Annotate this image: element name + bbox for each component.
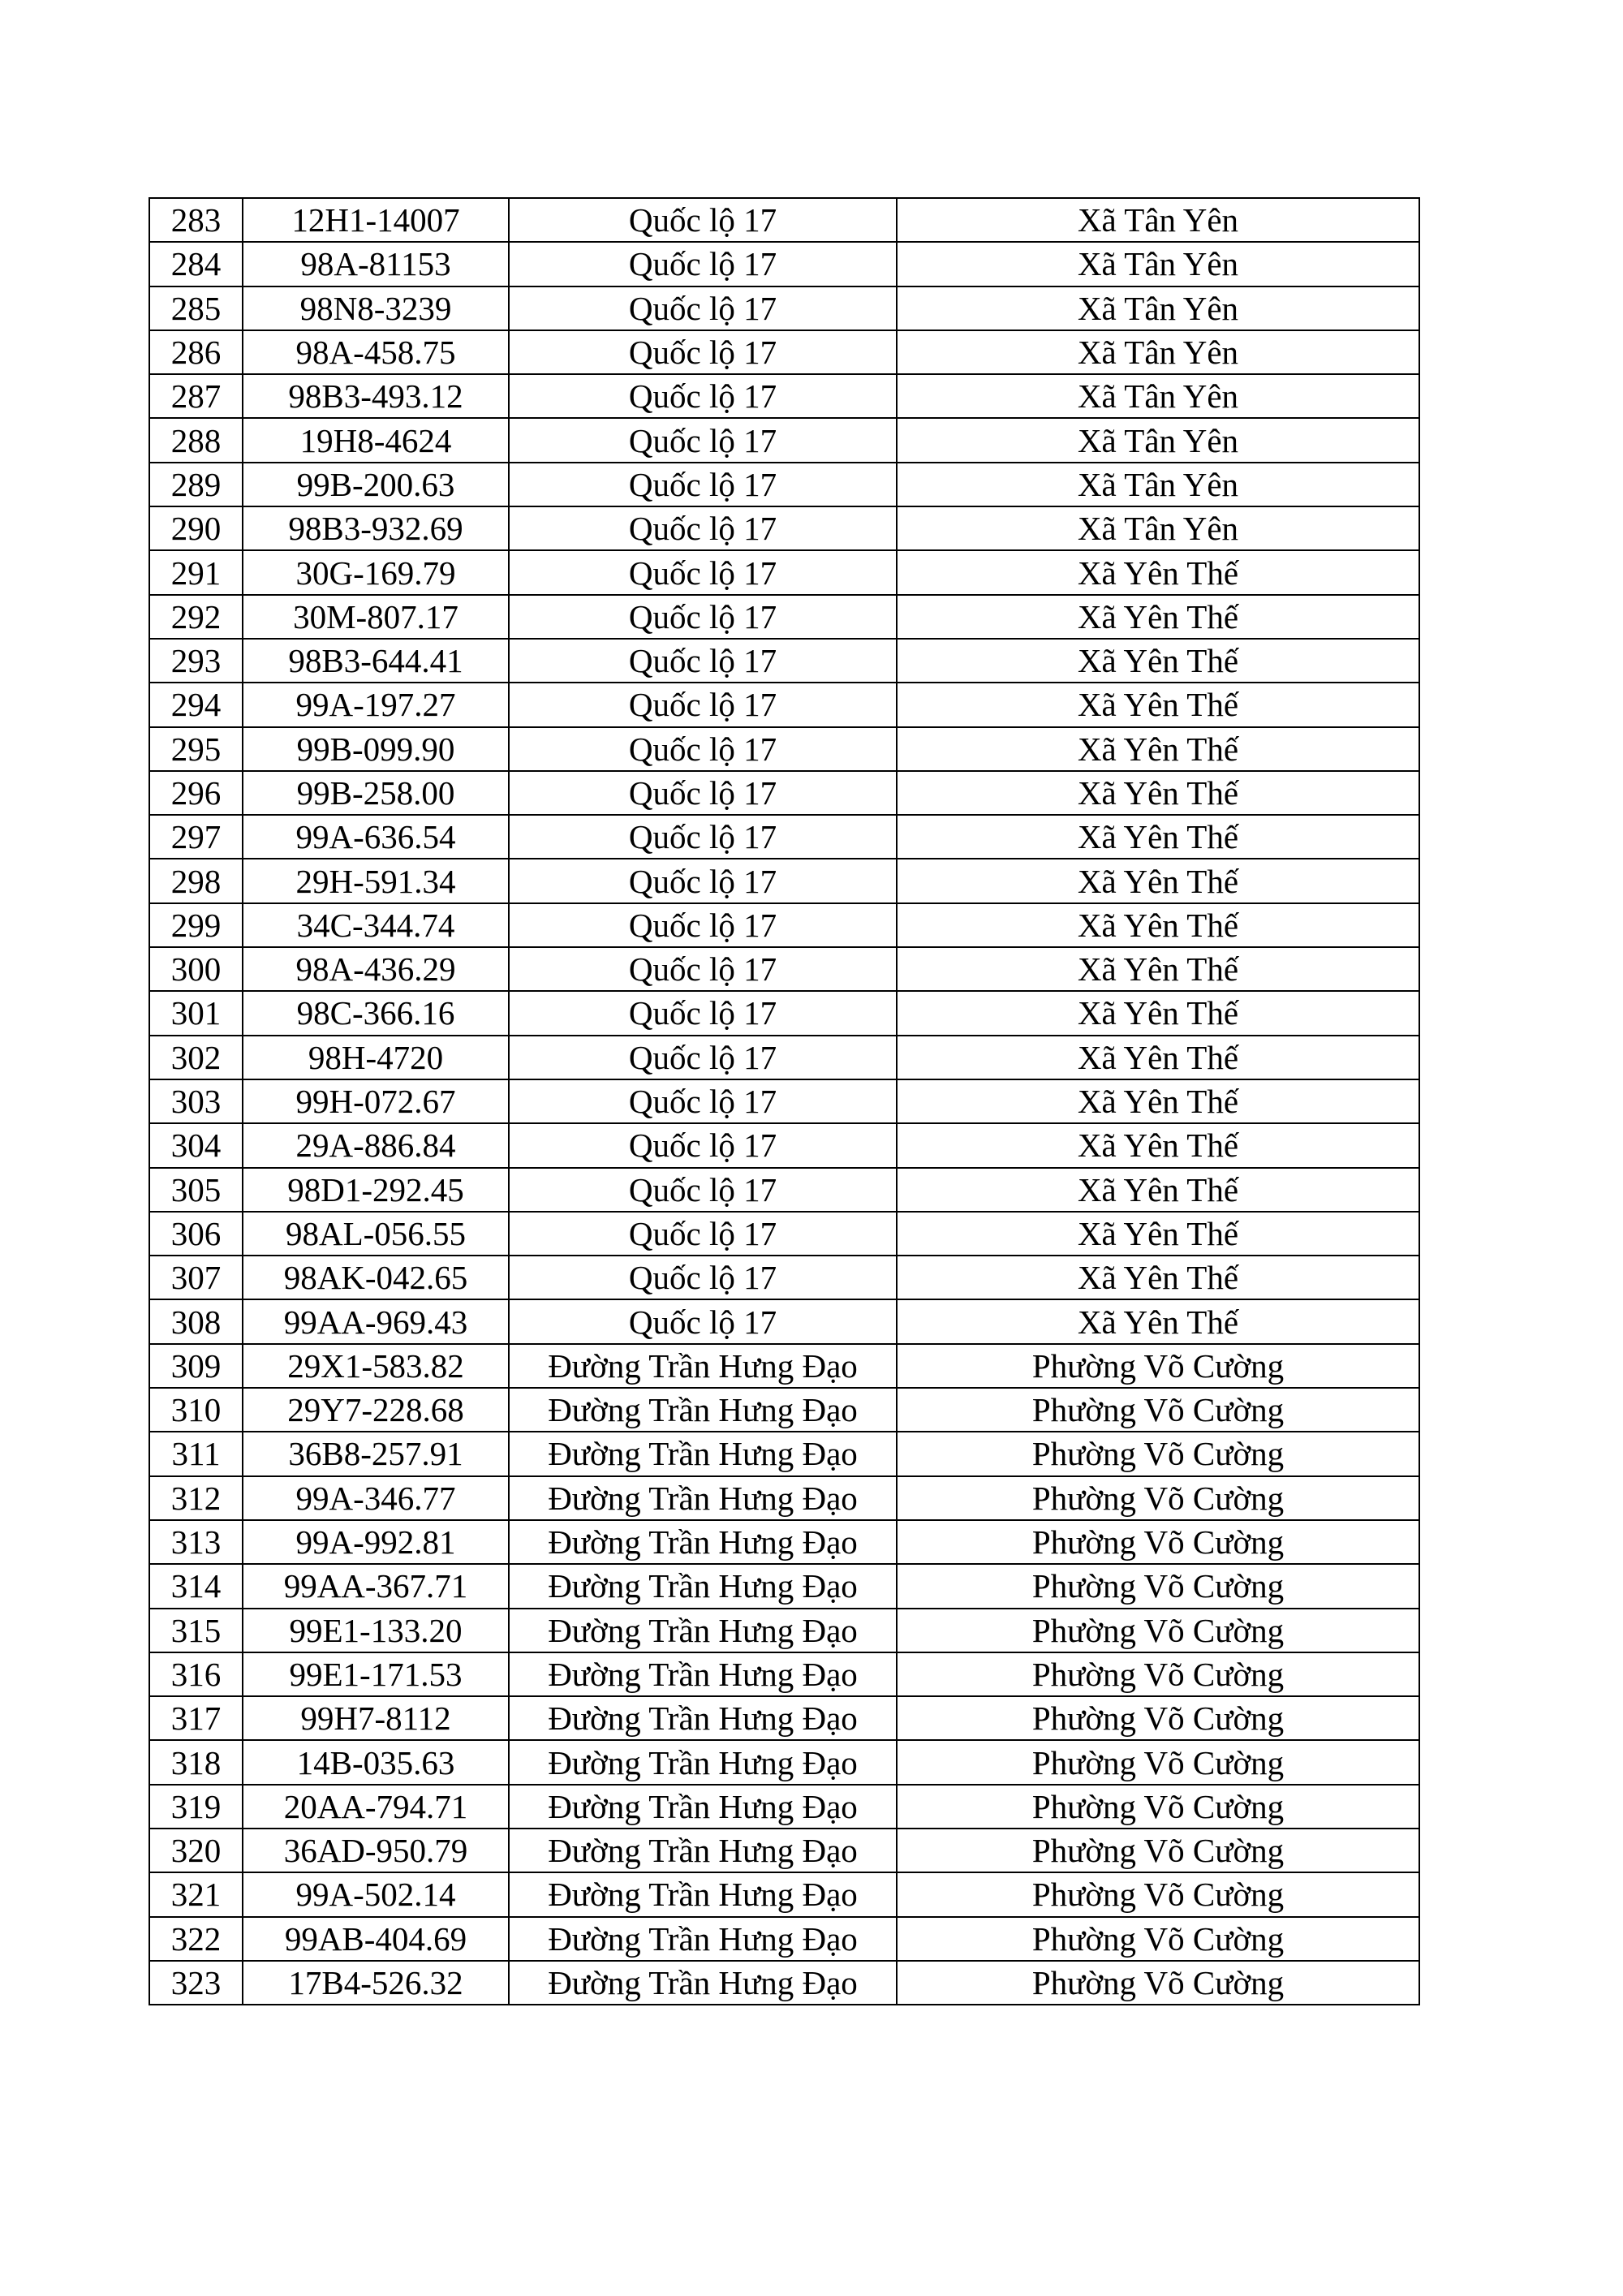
table-row [149, 1872, 1419, 1916]
ward-name-cell: Xã Yên Thế [897, 1079, 1419, 1123]
license-plate-cell: 98A-458.75 [243, 330, 509, 374]
ward-name-cell: Xã Tân Yên [897, 506, 1419, 550]
ward-name-cell: Phường Võ Cường [897, 1696, 1419, 1740]
row-number-cell: 296 [149, 771, 243, 815]
table-body [149, 198, 1419, 2005]
road-name-cell: Đường Trần Hưng Đạo [509, 1785, 897, 1829]
table-row [149, 1123, 1419, 1167]
road-name-cell: Quốc lộ 17 [509, 727, 897, 771]
ward-name-cell: Xã Yên Thế [897, 771, 1419, 815]
ward-name-cell: Xã Tân Yên [897, 463, 1419, 506]
road-name-cell: Quốc lộ 17 [509, 639, 897, 683]
row-number-cell: 295 [149, 727, 243, 771]
ward-name-cell: Xã Tân Yên [897, 242, 1419, 286]
license-plate-cell: 98D1-292.45 [243, 1168, 509, 1212]
row-number-cell: 322 [149, 1917, 243, 1961]
road-name-cell: Đường Trần Hưng Đạo [509, 1961, 897, 2005]
table-row [149, 595, 1419, 639]
road-name-cell: Quốc lộ 17 [509, 1256, 897, 1299]
road-name-cell: Đường Trần Hưng Đạo [509, 1432, 897, 1475]
table-row [149, 242, 1419, 286]
license-plate-cell: 98B3-493.12 [243, 374, 509, 418]
table-row [149, 1432, 1419, 1475]
road-name-cell: Đường Trần Hưng Đạo [509, 1344, 897, 1388]
ward-name-cell: Xã Tân Yên [897, 286, 1419, 330]
ward-name-cell: Xã Yên Thế [897, 1256, 1419, 1299]
ward-name-cell: Xã Yên Thế [897, 550, 1419, 594]
road-name-cell: Quốc lộ 17 [509, 595, 897, 639]
license-plate-cell: 34C-344.74 [243, 903, 509, 947]
ward-name-cell: Xã Yên Thế [897, 1168, 1419, 1212]
row-number-cell: 302 [149, 1036, 243, 1079]
table-row [149, 947, 1419, 991]
ward-name-cell: Phường Võ Cường [897, 1740, 1419, 1784]
ward-name-cell: Phường Võ Cường [897, 1652, 1419, 1696]
road-name-cell: Đường Trần Hưng Đạo [509, 1917, 897, 1961]
road-name-cell: Quốc lộ 17 [509, 1299, 897, 1343]
table-row [149, 1036, 1419, 1079]
row-number-cell: 310 [149, 1388, 243, 1432]
ward-name-cell: Phường Võ Cường [897, 1872, 1419, 1916]
license-plate-cell: 98A-436.29 [243, 947, 509, 991]
ward-name-cell: Xã Yên Thế [897, 991, 1419, 1035]
license-plate-cell: 98B3-644.41 [243, 639, 509, 683]
road-name-cell: Đường Trần Hưng Đạo [509, 1476, 897, 1520]
license-plate-cell: 17B4-526.32 [243, 1961, 509, 2005]
row-number-cell: 301 [149, 991, 243, 1035]
row-number-cell: 292 [149, 595, 243, 639]
license-plate-cell: 98C-366.16 [243, 991, 509, 1035]
license-plate-cell: 98A-81153 [243, 242, 509, 286]
license-plate-cell: 99A-346.77 [243, 1476, 509, 1520]
road-name-cell: Quốc lộ 17 [509, 1168, 897, 1212]
license-plate-cell: 14B-035.63 [243, 1740, 509, 1784]
ward-name-cell: Xã Yên Thế [897, 639, 1419, 683]
row-number-cell: 291 [149, 550, 243, 594]
road-name-cell: Quốc lộ 17 [509, 374, 897, 418]
license-plate-cell: 99H7-8112 [243, 1696, 509, 1740]
ward-name-cell: Xã Yên Thế [897, 947, 1419, 991]
row-number-cell: 307 [149, 1256, 243, 1299]
license-plate-cell: 98N8-3239 [243, 286, 509, 330]
row-number-cell: 288 [149, 418, 243, 462]
license-plate-cell: 98AL-056.55 [243, 1212, 509, 1256]
table-row [149, 418, 1419, 462]
road-name-cell: Đường Trần Hưng Đạo [509, 1829, 897, 1872]
row-number-cell: 321 [149, 1872, 243, 1916]
ward-name-cell: Xã Yên Thế [897, 1036, 1419, 1079]
row-number-cell: 286 [149, 330, 243, 374]
ward-name-cell: Xã Tân Yên [897, 418, 1419, 462]
ward-name-cell: Xã Tân Yên [897, 198, 1419, 242]
ward-name-cell: Xã Yên Thế [897, 903, 1419, 947]
road-name-cell: Quốc lộ 17 [509, 1079, 897, 1123]
license-plate-cell: 99AA-969.43 [243, 1299, 509, 1343]
license-plate-cell: 99AA-367.71 [243, 1564, 509, 1608]
row-number-cell: 303 [149, 1079, 243, 1123]
license-plate-cell: 99B-258.00 [243, 771, 509, 815]
road-name-cell: Quốc lộ 17 [509, 286, 897, 330]
ward-name-cell: Xã Tân Yên [897, 330, 1419, 374]
row-number-cell: 300 [149, 947, 243, 991]
table-row [149, 1299, 1419, 1343]
license-plate-cell: 29Y7-228.68 [243, 1388, 509, 1432]
table-row [149, 1696, 1419, 1740]
table-row [149, 683, 1419, 726]
license-plate-cell: 36AD-950.79 [243, 1829, 509, 1872]
table-row [149, 198, 1419, 242]
license-plate-cell: 36B8-257.91 [243, 1432, 509, 1475]
row-number-cell: 315 [149, 1609, 243, 1652]
road-name-cell: Quốc lộ 17 [509, 771, 897, 815]
table-row [149, 1740, 1419, 1784]
table-row [149, 639, 1419, 683]
row-number-cell: 293 [149, 639, 243, 683]
road-name-cell: Quốc lộ 17 [509, 330, 897, 374]
row-number-cell: 298 [149, 859, 243, 902]
road-name-cell: Đường Trần Hưng Đạo [509, 1872, 897, 1916]
table-row [149, 1520, 1419, 1564]
row-number-cell: 317 [149, 1696, 243, 1740]
license-plate-cell: 99A-992.81 [243, 1520, 509, 1564]
road-name-cell: Đường Trần Hưng Đạo [509, 1564, 897, 1608]
license-plate-cell: 98B3-932.69 [243, 506, 509, 550]
license-plate-cell: 99B-099.90 [243, 727, 509, 771]
table-row [149, 1829, 1419, 1872]
table-row [149, 1785, 1419, 1829]
row-number-cell: 318 [149, 1740, 243, 1784]
table-row [149, 1168, 1419, 1212]
ward-name-cell: Xã Yên Thế [897, 727, 1419, 771]
license-plate-cell: 19H8-4624 [243, 418, 509, 462]
table-row [149, 771, 1419, 815]
road-name-cell: Quốc lộ 17 [509, 1212, 897, 1256]
license-plate-cell: 30G-169.79 [243, 550, 509, 594]
road-name-cell: Đường Trần Hưng Đạo [509, 1740, 897, 1784]
road-name-cell: Quốc lộ 17 [509, 506, 897, 550]
license-plate-cell: 20AA-794.71 [243, 1785, 509, 1829]
ward-name-cell: Phường Võ Cường [897, 1520, 1419, 1564]
table-row [149, 330, 1419, 374]
license-plate-cell: 99A-197.27 [243, 683, 509, 726]
license-plate-cell: 29A-886.84 [243, 1123, 509, 1167]
row-number-cell: 314 [149, 1564, 243, 1608]
table-row [149, 374, 1419, 418]
road-name-cell: Quốc lộ 17 [509, 815, 897, 859]
row-number-cell: 287 [149, 374, 243, 418]
table-row [149, 506, 1419, 550]
row-number-cell: 309 [149, 1344, 243, 1388]
road-name-cell: Quốc lộ 17 [509, 198, 897, 242]
ward-name-cell: Xã Yên Thế [897, 1299, 1419, 1343]
ward-name-cell: Xã Tân Yên [897, 374, 1419, 418]
table-row [149, 550, 1419, 594]
row-number-cell: 319 [149, 1785, 243, 1829]
row-number-cell: 311 [149, 1432, 243, 1475]
row-number-cell: 294 [149, 683, 243, 726]
table-row [149, 1212, 1419, 1256]
road-name-cell: Quốc lộ 17 [509, 859, 897, 902]
road-name-cell: Đường Trần Hưng Đạo [509, 1609, 897, 1652]
table-row [149, 903, 1419, 947]
row-number-cell: 308 [149, 1299, 243, 1343]
row-number-cell: 312 [149, 1476, 243, 1520]
license-plate-cell: 29H-591.34 [243, 859, 509, 902]
ward-name-cell: Phường Võ Cường [897, 1829, 1419, 1872]
ward-name-cell: Xã Yên Thế [897, 815, 1419, 859]
vehicle-table [149, 197, 1420, 2005]
road-name-cell: Đường Trần Hưng Đạo [509, 1388, 897, 1432]
license-plate-cell: 99AB-404.69 [243, 1917, 509, 1961]
ward-name-cell: Phường Võ Cường [897, 1344, 1419, 1388]
road-name-cell: Đường Trần Hưng Đạo [509, 1520, 897, 1564]
ward-name-cell: Xã Yên Thế [897, 1212, 1419, 1256]
table-row [149, 1388, 1419, 1432]
license-plate-cell: 99B-200.63 [243, 463, 509, 506]
road-name-cell: Quốc lộ 17 [509, 991, 897, 1035]
ward-name-cell: Xã Yên Thế [897, 859, 1419, 902]
ward-name-cell: Phường Võ Cường [897, 1432, 1419, 1475]
ward-name-cell: Phường Võ Cường [897, 1785, 1419, 1829]
table-row [149, 1609, 1419, 1652]
table-row [149, 1917, 1419, 1961]
license-plate-cell: 98H-4720 [243, 1036, 509, 1079]
road-name-cell: Đường Trần Hưng Đạo [509, 1652, 897, 1696]
row-number-cell: 299 [149, 903, 243, 947]
ward-name-cell: Xã Yên Thế [897, 595, 1419, 639]
row-number-cell: 313 [149, 1520, 243, 1564]
license-plate-cell: 12H1-14007 [243, 198, 509, 242]
ward-name-cell: Phường Võ Cường [897, 1961, 1419, 2005]
table-row [149, 1652, 1419, 1696]
row-number-cell: 305 [149, 1168, 243, 1212]
table-row [149, 1476, 1419, 1520]
license-plate-cell: 99E1-133.20 [243, 1609, 509, 1652]
license-plate-cell: 99E1-171.53 [243, 1652, 509, 1696]
road-name-cell: Quốc lộ 17 [509, 1036, 897, 1079]
table-row [149, 1256, 1419, 1299]
table-row [149, 286, 1419, 330]
table-row [149, 1564, 1419, 1608]
table-row [149, 859, 1419, 902]
ward-name-cell: Phường Võ Cường [897, 1388, 1419, 1432]
row-number-cell: 320 [149, 1829, 243, 1872]
ward-name-cell: Xã Yên Thế [897, 1123, 1419, 1167]
license-plate-cell: 30M-807.17 [243, 595, 509, 639]
row-number-cell: 297 [149, 815, 243, 859]
road-name-cell: Quốc lộ 17 [509, 1123, 897, 1167]
ward-name-cell: Phường Võ Cường [897, 1476, 1419, 1520]
road-name-cell: Quốc lộ 17 [509, 947, 897, 991]
table-row [149, 1344, 1419, 1388]
road-name-cell: Quốc lộ 17 [509, 550, 897, 594]
ward-name-cell: Phường Võ Cường [897, 1917, 1419, 1961]
road-name-cell: Quốc lộ 17 [509, 683, 897, 726]
row-number-cell: 304 [149, 1123, 243, 1167]
road-name-cell: Quốc lộ 17 [509, 242, 897, 286]
row-number-cell: 323 [149, 1961, 243, 2005]
road-name-cell: Quốc lộ 17 [509, 903, 897, 947]
table-row [149, 463, 1419, 506]
license-plate-cell: 99A-502.14 [243, 1872, 509, 1916]
row-number-cell: 316 [149, 1652, 243, 1696]
table-row [149, 1961, 1419, 2005]
road-name-cell: Quốc lộ 17 [509, 463, 897, 506]
ward-name-cell: Xã Yên Thế [897, 683, 1419, 726]
ward-name-cell: Phường Võ Cường [897, 1609, 1419, 1652]
row-number-cell: 290 [149, 506, 243, 550]
row-number-cell: 306 [149, 1212, 243, 1256]
row-number-cell: 284 [149, 242, 243, 286]
table-row [149, 1079, 1419, 1123]
row-number-cell: 289 [149, 463, 243, 506]
row-number-cell: 283 [149, 198, 243, 242]
table-row [149, 727, 1419, 771]
license-plate-cell: 99H-072.67 [243, 1079, 509, 1123]
table-row [149, 815, 1419, 859]
ward-name-cell: Phường Võ Cường [897, 1564, 1419, 1608]
license-plate-cell: 99A-636.54 [243, 815, 509, 859]
road-name-cell: Quốc lộ 17 [509, 418, 897, 462]
license-plate-cell: 98AK-042.65 [243, 1256, 509, 1299]
license-plate-cell: 29X1-583.82 [243, 1344, 509, 1388]
road-name-cell: Đường Trần Hưng Đạo [509, 1696, 897, 1740]
row-number-cell: 285 [149, 286, 243, 330]
table-row [149, 991, 1419, 1035]
